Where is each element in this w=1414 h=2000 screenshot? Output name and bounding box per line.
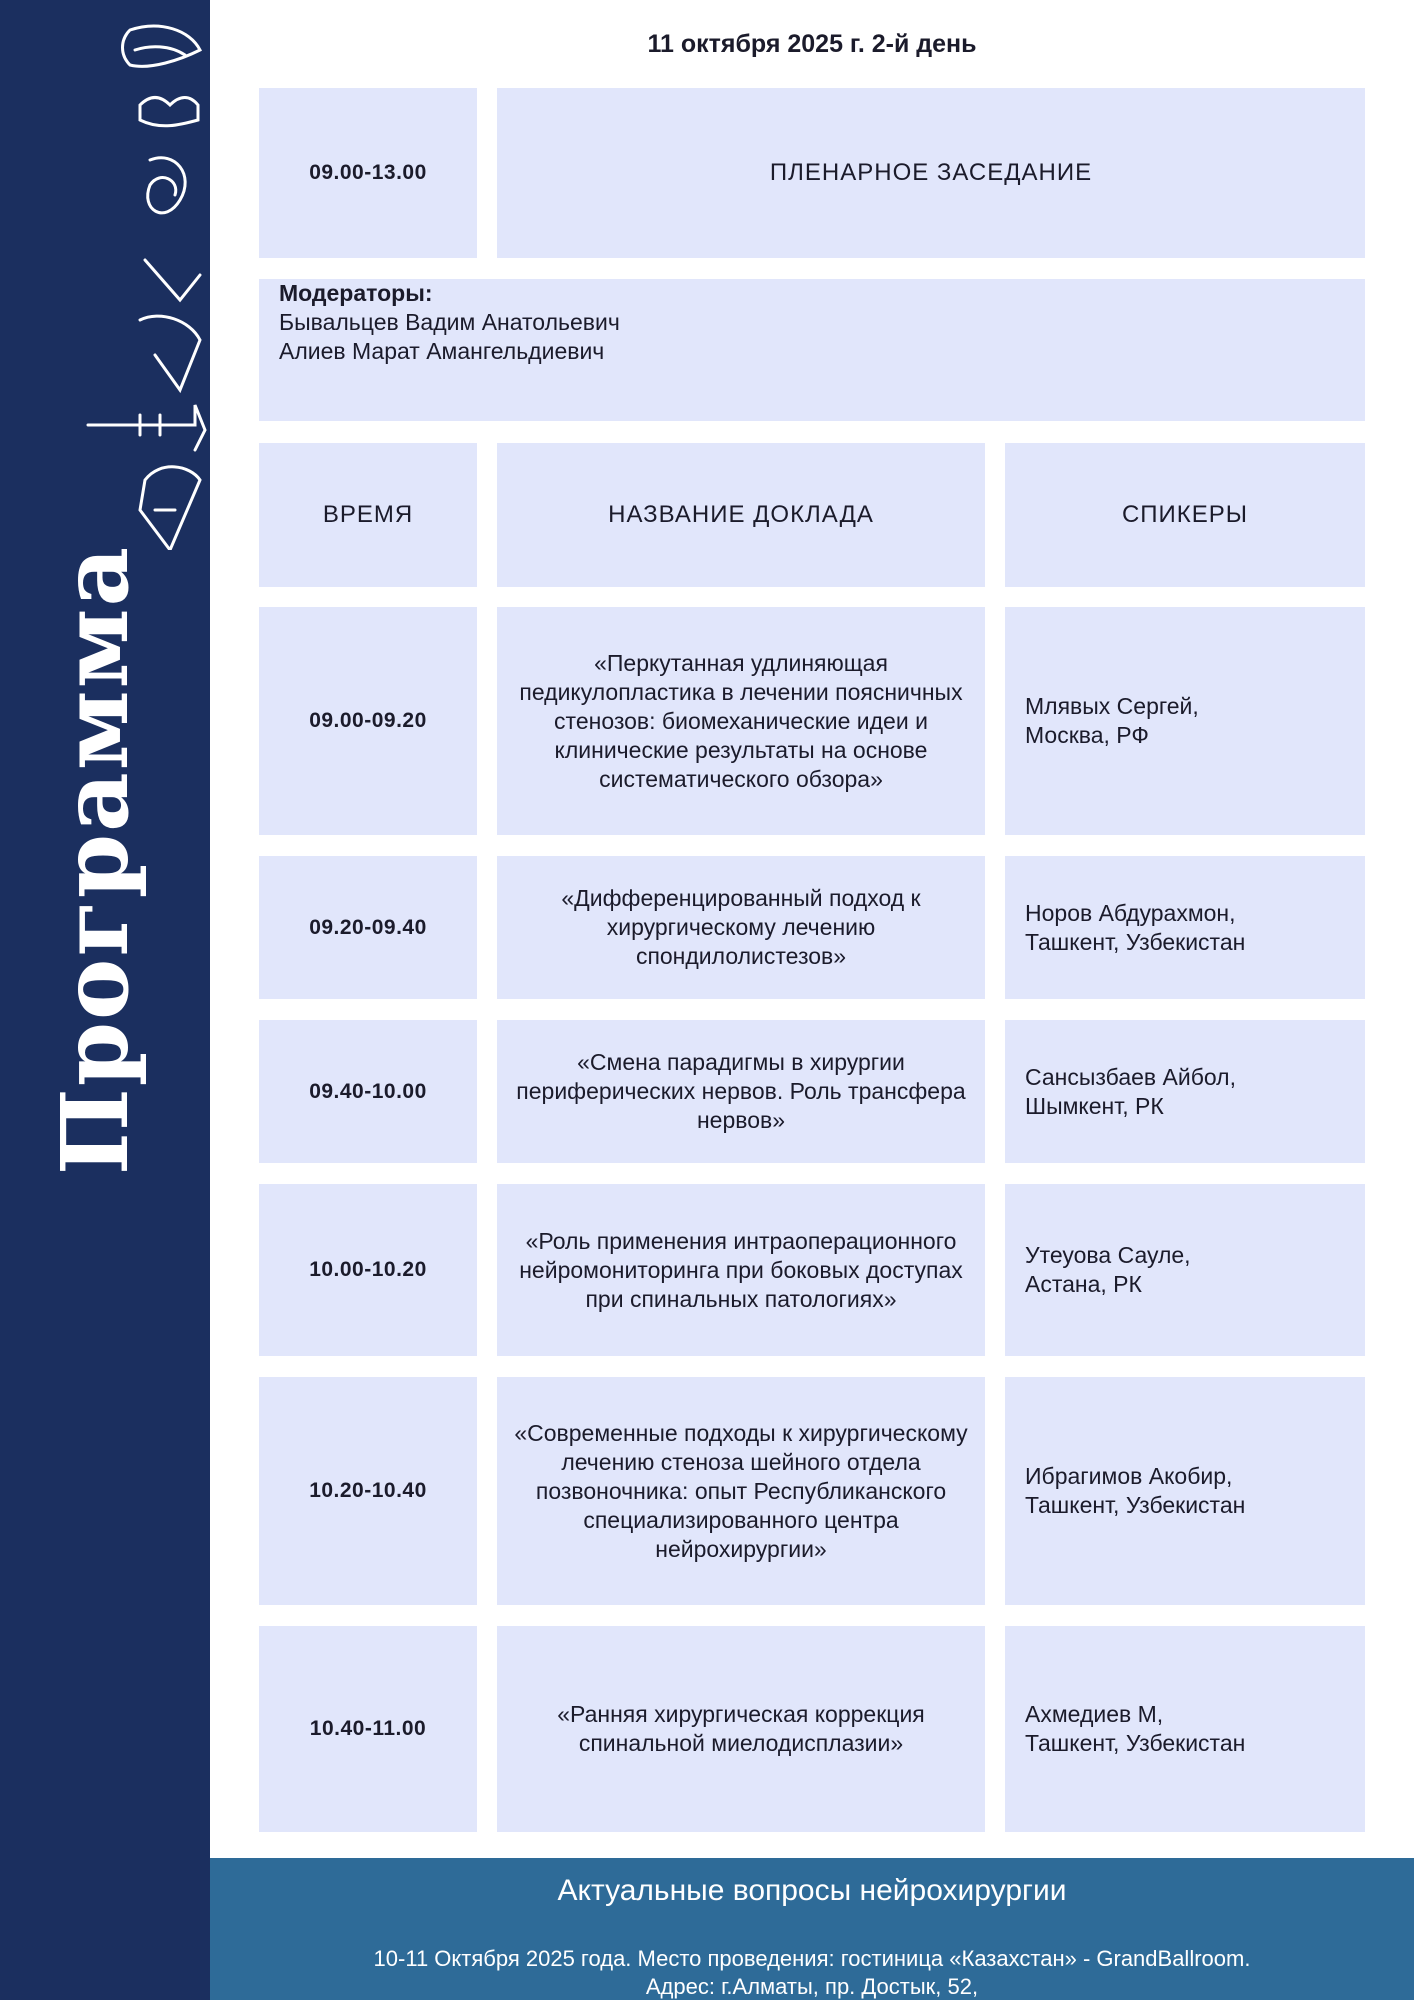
- row-speaker: Сансызбаев Айбол, Шымкент, РК: [1005, 1020, 1365, 1163]
- header-title: НАЗВАНИЕ ДОКЛАДА: [497, 443, 985, 587]
- footer-address: Адрес: г.Алматы, пр. Достык, 52,: [645, 1974, 979, 1999]
- moderator-name: Алиев Марат Амангельдиевич: [279, 338, 605, 364]
- row-title: «Современные подходы к хирургическому лечению стеноза шейного отдела позвоночника: опыт Республиканского специализированного центра нейрохирургии»: [497, 1377, 985, 1605]
- row-title: «Ранняя хирургическая коррекция спинальной миелодисплазии»: [497, 1626, 985, 1832]
- row-title: «Смена парадигмы в хирургии периферических нервов. Роль трансфера нервов»: [497, 1020, 985, 1163]
- header-speakers: СПИКЕРЫ: [1005, 443, 1365, 587]
- moderator-name: Бывальцев Вадим Анатольевич: [279, 309, 620, 335]
- header-time: ВРЕМЯ: [259, 443, 477, 587]
- row-speaker: Ибрагимов Акобир, Ташкент, Узбекистан: [1005, 1377, 1365, 1605]
- footer-venue: 10-11 Октября 2025 года. Место проведения: гостиница «Казахстан» - GrandBallroom.: [373, 1946, 1251, 1971]
- moderators-label: Модераторы:: [279, 280, 433, 306]
- footer: [210, 1858, 1414, 2000]
- row-title: «Роль применения интраоперационного нейромониторинга при боковых доступах при спинальных патологиях»: [497, 1184, 985, 1356]
- plenary-time: 09.00-13.00: [259, 88, 477, 258]
- row-time: 10.00-10.20: [259, 1184, 477, 1356]
- row-time: 09.40-10.00: [259, 1020, 477, 1163]
- day-title: 11 октября 2025 г. 2-й день: [647, 30, 977, 58]
- footer-title: Актуальные вопросы нейрохирургии: [557, 1874, 1067, 1907]
- row-speaker: Млявых Сергей, Москва, РФ: [1005, 607, 1365, 835]
- row-title: «Дифференцированный подход к хирургическому лечению спондилолистезов»: [497, 856, 985, 999]
- plenary-title: ПЛЕНАРНОЕ ЗАСЕДАНИЕ: [497, 88, 1365, 258]
- row-title: «Перкутанная удлиняющая педикулопластика в лечении поясничных стенозов: биомеханические идеи и клинические результаты на основе систематического обзора»: [497, 607, 985, 835]
- row-time: 10.20-10.40: [259, 1377, 477, 1605]
- row-time: 09.00-09.20: [259, 607, 477, 835]
- row-speaker: Ахмедиев М, Ташкент, Узбекистан: [1005, 1626, 1365, 1832]
- moderators-block: [259, 279, 1365, 421]
- row-speaker: Норов Абдурахмон, Ташкент, Узбекистан: [1005, 856, 1365, 999]
- row-time: 10.40-11.00: [259, 1626, 477, 1832]
- sidebar-title: Программа: [41, 544, 149, 1176]
- almaty-logo-icon: [80, 10, 210, 550]
- sidebar: [0, 0, 210, 2000]
- row-time: 09.20-09.40: [259, 856, 477, 999]
- row-speaker: Утеуова Сауле, Астана, РК: [1005, 1184, 1365, 1356]
